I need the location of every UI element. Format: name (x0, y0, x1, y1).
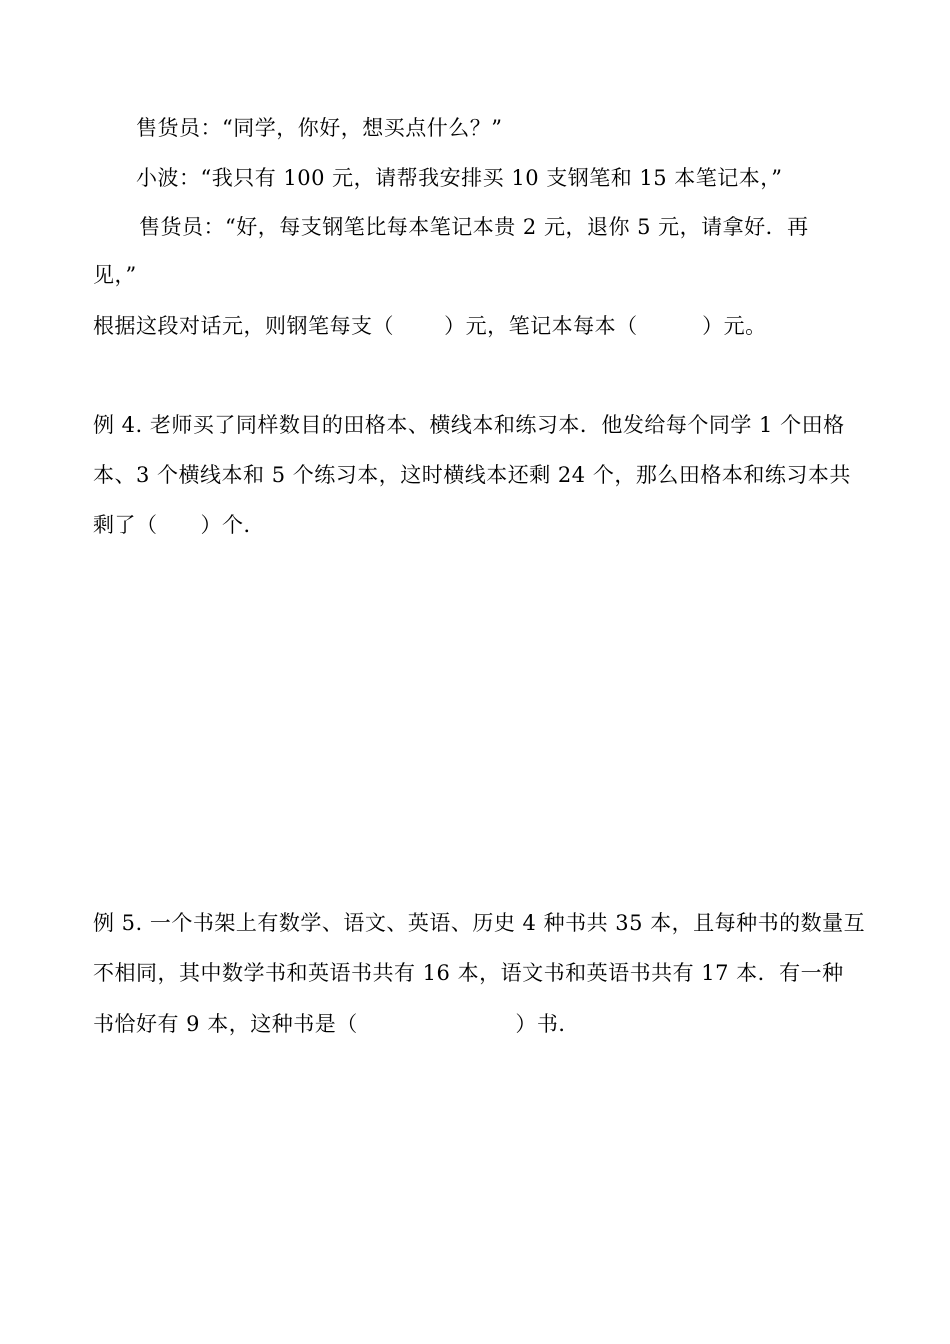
example-4-line-2: 本、3 个横线本和 5 个练习本，这时横线本还剩 24 个，那么田格本和练习本共 (93, 463, 851, 487)
example-4-line-1: 例 4. 老师买了同样数目的田格本、横线本和练习本．他发给每个同学 1 个田格 (93, 413, 845, 437)
example-5-line-2: 不相同，其中数学书和英语书共有 16 本，语文书和英语书共有 17 本．有一种 (93, 961, 844, 985)
dialogue-line-clerk-greeting: 售货员：“同学，你好，想买点什么？” (136, 116, 503, 140)
example-4-line-3: 剩了（ ）个． (93, 513, 265, 537)
dialogue-line-clerk-reply-cont: 见，” (93, 263, 137, 287)
dialogue-line-xiaobo: 小波：“我只有 100 元，请帮我安排买 10 支钢笔和 15 本笔记本，” (136, 166, 783, 190)
example-5-line-3: 书恰好有 9 本，这种书是（ ）书． (93, 1012, 580, 1036)
example-5-line-1: 例 5. 一个书架上有数学、语文、英语、历史 4 种书共 35 本，且每种书的数量互 (93, 911, 866, 935)
dialogue-line-clerk-reply: 售货员：“好，每支钢笔比每本笔记本贵 2 元，退你 5 元，请拿好．再 (139, 215, 809, 239)
dialogue-question: 根据这段对话元，则钢笔每支（ ）元，笔记本每本（ ）元。 (93, 314, 767, 338)
